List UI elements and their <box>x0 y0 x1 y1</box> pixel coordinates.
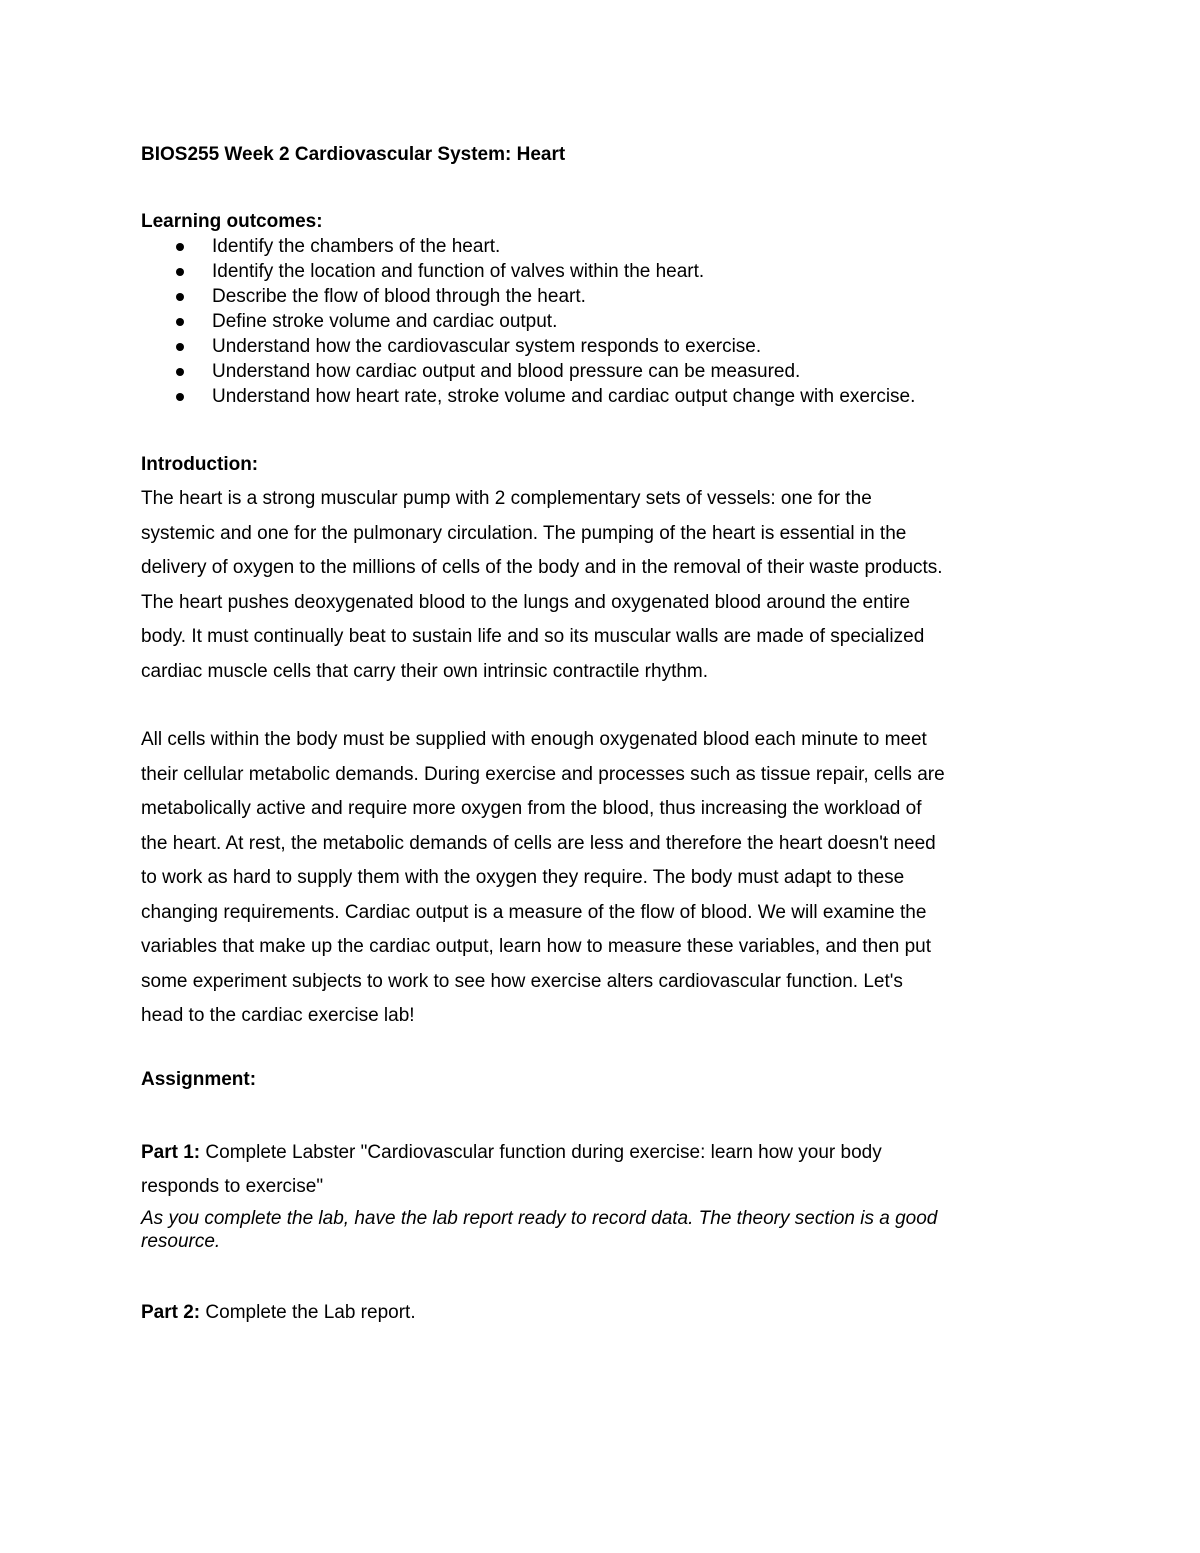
assignment-part-1-note <box>141 1207 937 1253</box>
introduction-heading: Introduction: <box>141 454 259 475</box>
text-line <box>141 1136 882 1170</box>
list-item <box>141 259 915 284</box>
text-line: responds to exercise" <box>141 1176 324 1197</box>
text-line: delivery of oxygen to the millions of cells of the body and in the removal of their waste products. <box>141 557 943 578</box>
document-title: BIOS255 Week 2 Cardiovascular System: Heart <box>141 144 566 165</box>
list-item <box>141 359 915 384</box>
assignment-part-1 <box>141 1136 882 1204</box>
text-line: variables that make up the cardiac output, learn how to measure these variables, and then put <box>141 936 932 957</box>
outcome-text: Identify the chambers of the heart. <box>212 236 501 257</box>
text-line: systemic and one for the pulmonary circulation. The pumping of the heart is essential in the <box>141 522 907 544</box>
part-2-label: Part 2: <box>141 1302 201 1323</box>
list-item <box>141 309 915 334</box>
assignment-heading: Assignment: <box>141 1069 257 1090</box>
list-item <box>141 334 915 359</box>
outcome-text: Define stroke volume and cardiac output. <box>212 311 558 332</box>
text-line: The heart is a strong muscular pump with 2 complementary sets of vessels: one for the <box>141 488 872 509</box>
bullet-icon <box>176 368 184 376</box>
text-line: resource. <box>141 1231 221 1252</box>
outcome-text: Understand how cardiac output and blood pressure can be measured. <box>212 361 801 382</box>
text-line: changing requirements. Cardiac output is a measure of the flow of blood. We will examine the <box>141 901 927 923</box>
list-item <box>141 234 915 259</box>
list-item <box>141 284 915 309</box>
outcome-text: Understand how heart rate, stroke volume and cardiac output change with exercise. <box>212 386 916 407</box>
text-line: body. It must continually beat to sustain life and so its muscular walls are made of specialized <box>141 626 925 647</box>
outcome-text: Understand how the cardiovascular system responds to exercise. <box>212 336 762 357</box>
learning-outcomes-list <box>141 234 915 409</box>
introduction-paragraph-1 <box>141 482 943 689</box>
text-line: All cells within the body must be supplied with enough oxygenated blood each minute to meet <box>141 729 927 750</box>
text-line: As you complete the lab, have the lab report ready to record data. The theory section is a good <box>141 1208 938 1229</box>
part-1-text: Complete Labster "Cardiovascular function during exercise: learn how your body <box>200 1142 882 1163</box>
bullet-icon <box>176 268 184 276</box>
text-line: metabolically active and require more oxygen from the blood, thus increasing the workload of <box>141 798 922 819</box>
bullet-icon <box>176 343 184 351</box>
outcome-text: Identify the location and function of valves within the heart. <box>212 261 705 282</box>
text-line: their cellular metabolic demands. During exercise and processes such as tissue repair, cells are <box>141 763 945 785</box>
bullet-icon <box>176 243 184 251</box>
introduction-paragraph-2 <box>141 723 945 1034</box>
text-line: head to the cardiac exercise lab! <box>141 1005 415 1026</box>
list-item <box>141 384 915 409</box>
bullet-icon <box>176 318 184 326</box>
learning-outcomes-heading: Learning outcomes: <box>141 211 323 232</box>
text-line: the heart. At rest, the metabolic demands of cells are less and therefore the heart doesn't need <box>141 832 936 854</box>
part-1-label: Part 1: <box>141 1142 201 1163</box>
text-line: The heart pushes deoxygenated blood to the lungs and oxygenated blood around the entire <box>141 591 911 613</box>
text-line: some experiment subjects to work to see how exercise alters cardiovascular function. Let's <box>141 970 903 992</box>
outcome-text: Describe the flow of blood through the heart. <box>212 286 586 307</box>
assignment-part-2 <box>141 1302 416 1324</box>
bullet-icon <box>176 393 184 401</box>
bullet-icon <box>176 293 184 301</box>
text-line: cardiac muscle cells that carry their own intrinsic contractile rhythm. <box>141 660 709 682</box>
part-2-text: Complete the Lab report. <box>200 1302 416 1323</box>
text-line: to work as hard to supply them with the oxygen they require. The body must adapt to these <box>141 867 905 888</box>
